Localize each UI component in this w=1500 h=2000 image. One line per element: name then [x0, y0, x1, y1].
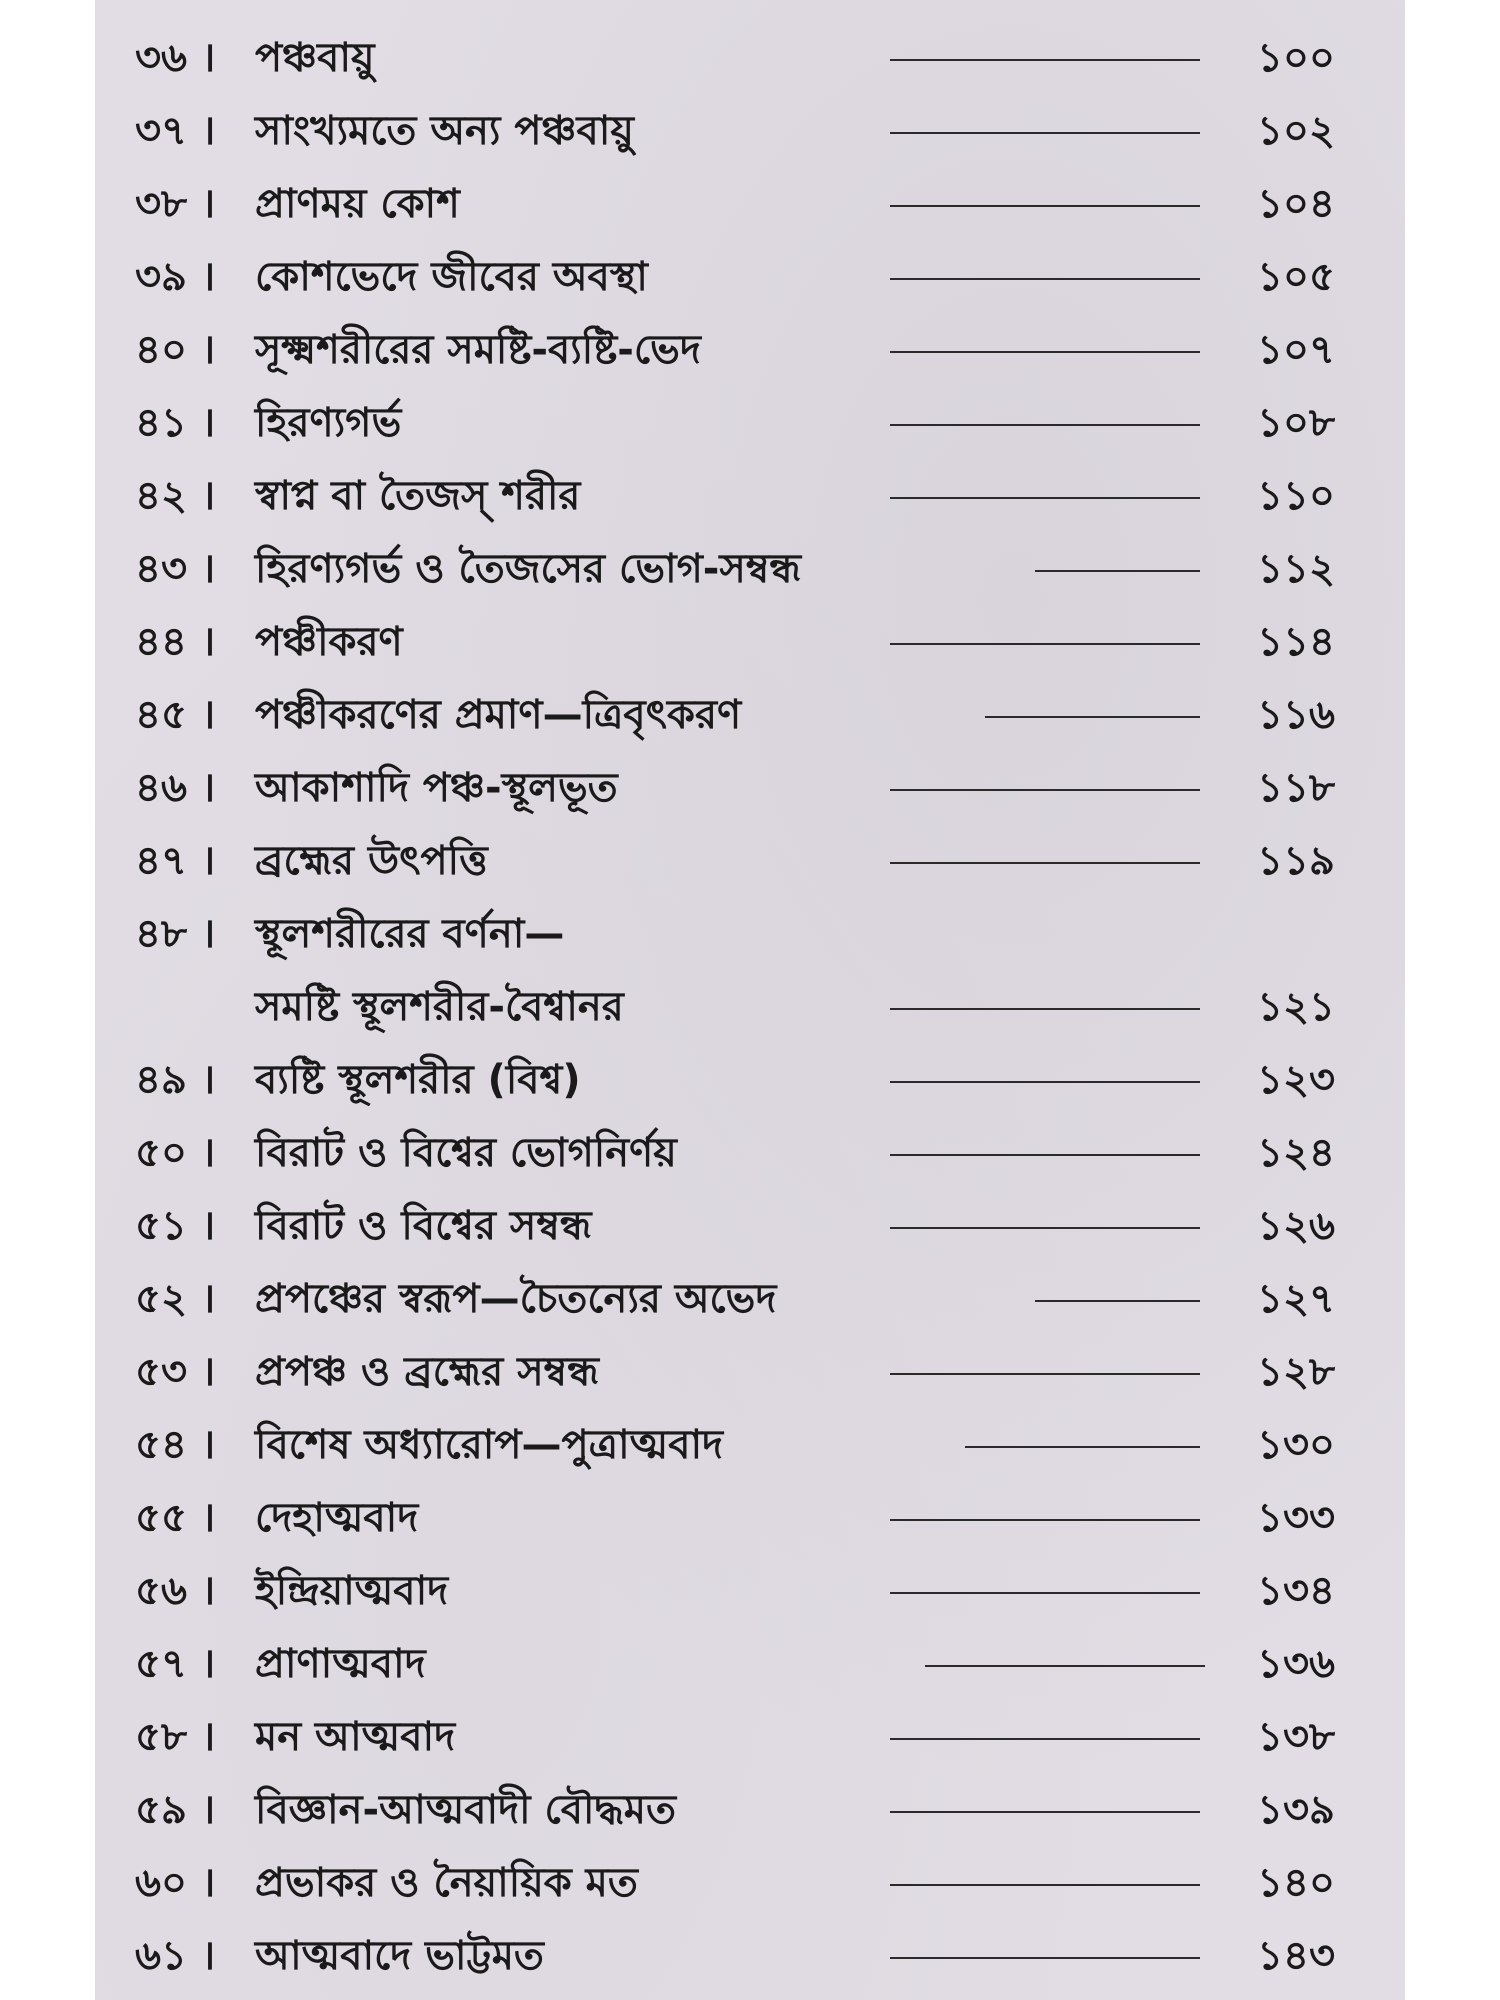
toc-entry [135, 1628, 1375, 1701]
toc-entry [135, 898, 1375, 971]
entry-number: ৫০ । [135, 1130, 216, 1176]
entry-page-number: ১১৮ [1257, 765, 1335, 811]
leader-line [925, 1665, 1205, 1667]
entry-page-number: ১১৯ [1257, 838, 1335, 884]
entry-page-number: ১১৬ [1257, 692, 1335, 738]
entry-number: ৪৪ । [135, 619, 216, 665]
entry-title: বিজ্ঞান-আত্মবাদী বৌদ্ধমত [255, 1787, 677, 1833]
leader-line [890, 643, 1200, 645]
leader-line [890, 1373, 1200, 1375]
toc-entry [135, 1409, 1375, 1482]
entry-number: ৪৬ । [135, 765, 216, 811]
entry-page-number: ১১৪ [1257, 619, 1335, 665]
leader-line [890, 1227, 1200, 1229]
entry-title: ব্যষ্টি স্থূলশরীর (বিশ্ব) [255, 1057, 581, 1103]
entry-number: ৫৩ । [135, 1349, 216, 1395]
entry-number: ৫৮ । [135, 1714, 216, 1760]
toc-entry-continuation [135, 971, 1375, 1044]
entry-title: সাংখ্যমতে অন্য পঞ্চবায়ু [255, 108, 634, 154]
entry-number: ৫১ । [135, 1203, 216, 1249]
toc-entry [135, 1701, 1375, 1774]
entry-number: ৬১ । [135, 1933, 216, 1979]
leader-line [890, 278, 1200, 280]
entry-page-number: ১৩৬ [1257, 1641, 1335, 1687]
entry-number: ৫৪ । [135, 1422, 216, 1468]
toc-entry [135, 1555, 1375, 1628]
toc-entry [135, 1482, 1375, 1555]
entry-title: দেহাত্মবাদ [255, 1495, 419, 1541]
entry-page-number: ১২৩ [1257, 1057, 1335, 1103]
leader-line [890, 1081, 1200, 1083]
toc-entry [135, 1336, 1375, 1409]
entry-title: আত্মবাদে ভাট্টমত [255, 1933, 544, 1979]
entry-page-number: ১৩৪ [1257, 1568, 1335, 1614]
leader-line [890, 862, 1200, 864]
leader-line [890, 1957, 1200, 1959]
entry-title: হিরণ্যগর্ভ [255, 400, 402, 446]
entry-page-number: ১০৮ [1257, 400, 1335, 446]
toc-entry [135, 1263, 1375, 1336]
entry-page-number: ১২১ [1257, 984, 1335, 1030]
leader-line [890, 351, 1200, 353]
entry-number: ৫৭ । [135, 1641, 216, 1687]
entry-page-number: ১০৫ [1257, 254, 1335, 300]
entry-title: বিরাট ও বিশ্বের ভোগনির্ণয় [255, 1130, 677, 1176]
entry-number: ৫৯ । [135, 1787, 216, 1833]
entry-title: পঞ্চীকরণের প্রমাণ—ত্রিবৃৎকরণ [255, 692, 742, 738]
entry-title: মন আত্মবাদ [255, 1714, 456, 1760]
entry-title: সূক্ষ্মশরীরের সমষ্টি-ব্যষ্টি-ভেদ [255, 327, 701, 373]
entry-title: কোশভেদে জীবের অবস্থা [255, 254, 648, 300]
toc-entry [135, 241, 1375, 314]
entry-title: হিরণ্যগর্ভ ও তৈজসের ভোগ-সম্বন্ধ [255, 546, 802, 592]
entry-page-number: ১০৪ [1257, 181, 1335, 227]
entry-page-number: ১৩৮ [1257, 1714, 1335, 1760]
entry-number: ৫২ । [135, 1276, 216, 1322]
leader-line [890, 1811, 1200, 1813]
entry-number: ৩৯ । [135, 254, 216, 300]
toc-entry [135, 752, 1375, 825]
toc-entry [135, 314, 1375, 387]
leader-line [890, 59, 1200, 61]
entry-title: প্রপঞ্চের স্বরূপ—চৈতন্যের অভেদ [255, 1276, 777, 1322]
entry-number: ৪২ । [135, 473, 216, 519]
entry-number: ৩৮ । [135, 181, 216, 227]
entry-title: প্রাণাত্মবাদ [255, 1641, 426, 1687]
entry-title: পঞ্চীকরণ [255, 619, 403, 665]
entry-number: ৫৫ । [135, 1495, 216, 1541]
entry-title: প্রভাকর ও নৈয়ায়িক মত [255, 1860, 638, 1906]
entry-title: সমষ্টি স্থূলশরীর-বৈশ্বানর [255, 984, 624, 1030]
entry-number: ৪৫ । [135, 692, 216, 738]
entry-title: ইন্দ্রিয়াত্মবাদ [255, 1568, 449, 1614]
entry-title: বিশেষ অধ্যারোপ—পুত্রাত্মবাদ [255, 1422, 724, 1468]
toc-entry [135, 679, 1375, 752]
entry-page-number: ১১২ [1257, 546, 1335, 592]
toc-entry [135, 1117, 1375, 1190]
entry-title: প্রপঞ্চ ও ব্রহ্মের সম্বন্ধ [255, 1349, 599, 1395]
entry-page-number: ১৪০ [1257, 1860, 1335, 1906]
toc-entry [135, 1190, 1375, 1263]
leader-line [890, 1738, 1200, 1740]
leader-line [1035, 570, 1200, 572]
leader-line [890, 1592, 1200, 1594]
leader-line [890, 1154, 1200, 1156]
toc-entry [135, 1774, 1375, 1847]
toc-entry [135, 1920, 1375, 1993]
leader-line [890, 1008, 1200, 1010]
entry-number: ৬০ । [135, 1860, 216, 1906]
entry-title: আকাশাদি পঞ্চ-স্থূলভূত [255, 765, 618, 811]
leader-line [890, 497, 1200, 499]
entry-number: ৪৭ । [135, 838, 216, 884]
toc-entry [135, 1044, 1375, 1117]
toc-entry [135, 825, 1375, 898]
entry-page-number: ১০০ [1257, 35, 1335, 81]
leader-line [890, 1519, 1200, 1521]
leader-line [890, 205, 1200, 207]
entry-page-number: ১৩৩ [1257, 1495, 1335, 1541]
toc-entry [135, 95, 1375, 168]
toc-entry [135, 460, 1375, 533]
entry-page-number: ১৩০ [1257, 1422, 1335, 1468]
entry-page-number: ১১০ [1257, 473, 1335, 519]
entry-title: স্বাপ্ন বা তৈজস্ শরীর [255, 473, 581, 519]
entry-number: ৪৩ । [135, 546, 216, 592]
toc-entry [135, 1847, 1375, 1920]
toc-entry [135, 533, 1375, 606]
entry-page-number: ১২৬ [1257, 1203, 1335, 1249]
entry-title: পঞ্চবায়ু [255, 35, 375, 81]
entry-title: প্রাণময় কোশ [255, 181, 460, 227]
toc-entry [135, 22, 1375, 95]
leader-line [890, 132, 1200, 134]
entry-page-number: ১৩৯ [1257, 1787, 1335, 1833]
entry-page-number: ১২৮ [1257, 1349, 1335, 1395]
entry-number: ৪০ । [135, 327, 216, 373]
leader-line [1035, 1300, 1200, 1302]
book-page [95, 0, 1405, 2000]
entry-title: ব্রহ্মের উৎপত্তি [255, 838, 488, 884]
leader-line [890, 424, 1200, 426]
entry-title: বিরাট ও বিশ্বের সম্বন্ধ [255, 1203, 592, 1249]
toc-entry [135, 606, 1375, 679]
toc-entry [135, 387, 1375, 460]
leader-line [890, 789, 1200, 791]
entry-page-number: ১২৭ [1257, 1276, 1335, 1322]
entry-page-number: ১৪৩ [1257, 1933, 1335, 1979]
entry-number: ৫৬ । [135, 1568, 216, 1614]
entry-number: ৪৯ । [135, 1057, 216, 1103]
entry-number: ৩৭ । [135, 108, 216, 154]
entry-number: ৪১ । [135, 400, 216, 446]
table-of-contents [135, 22, 1375, 1993]
entry-number: ৪৮ । [135, 911, 216, 957]
entry-number: ৩৬ । [135, 35, 216, 81]
leader-line [890, 1884, 1200, 1886]
entry-page-number: ১২৪ [1257, 1130, 1335, 1176]
entry-title: স্থূলশরীরের বর্ণনা— [255, 911, 565, 957]
entry-page-number: ১০২ [1257, 108, 1335, 154]
entry-page-number: ১০৭ [1257, 327, 1335, 373]
leader-line [965, 1446, 1200, 1448]
toc-entry [135, 168, 1375, 241]
leader-line [985, 716, 1200, 718]
